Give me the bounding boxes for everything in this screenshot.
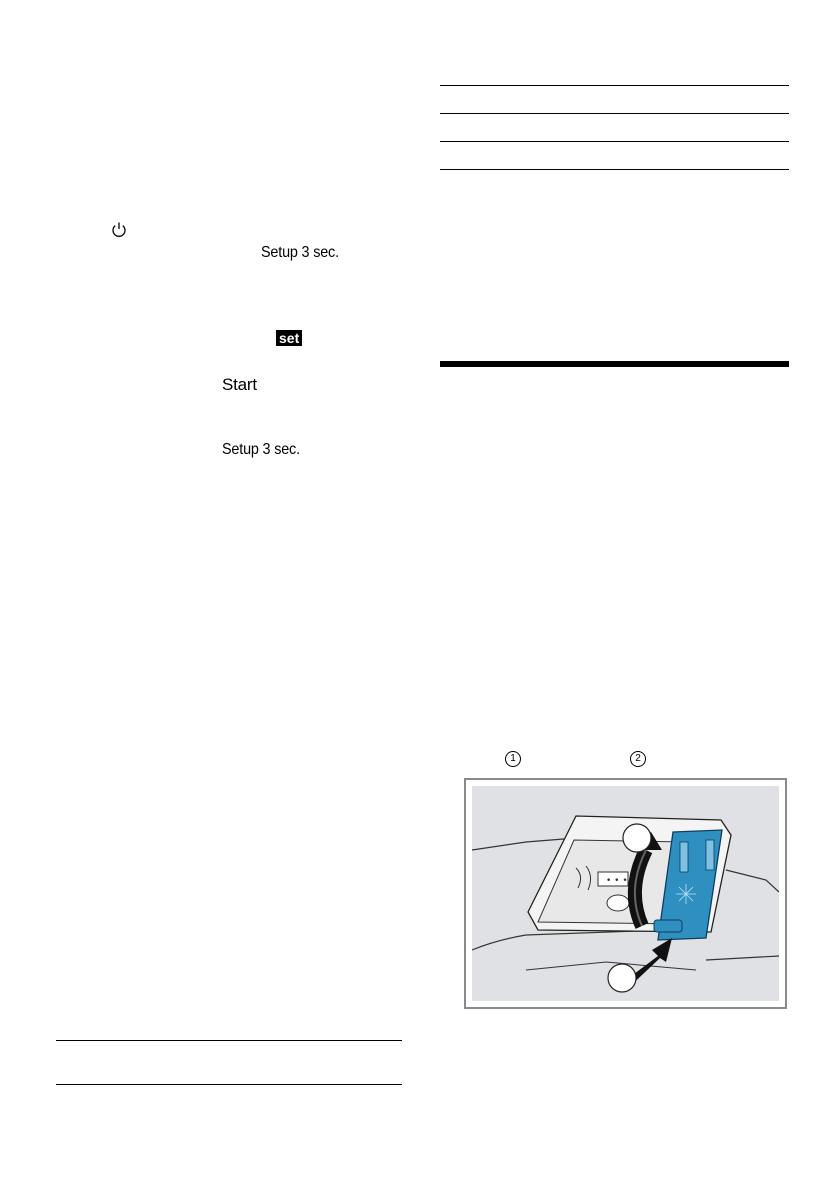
bottom-table-rule-top (56, 1040, 402, 1041)
dispenser-figure (464, 778, 787, 1009)
dispenser-illustration (466, 780, 785, 1007)
callout-ref-2: 2 (630, 751, 646, 767)
bottom-table-rule-bottom (56, 1084, 402, 1085)
setup-label-2: Setup 3 sec. (222, 441, 300, 458)
section-divider (440, 361, 789, 367)
table-rule-bottom (440, 169, 789, 170)
power-icon (111, 221, 127, 239)
callout-ref-1: 1 (505, 751, 521, 767)
table-rule-2 (440, 113, 789, 114)
table-rule-3 (440, 141, 789, 142)
start-label: Start (222, 375, 257, 394)
set-badge: set (276, 330, 302, 346)
table-rule-top (440, 85, 789, 86)
svg-text:• • •: • • • (606, 876, 628, 886)
setup-label-1: Setup 3 sec. (261, 244, 339, 261)
